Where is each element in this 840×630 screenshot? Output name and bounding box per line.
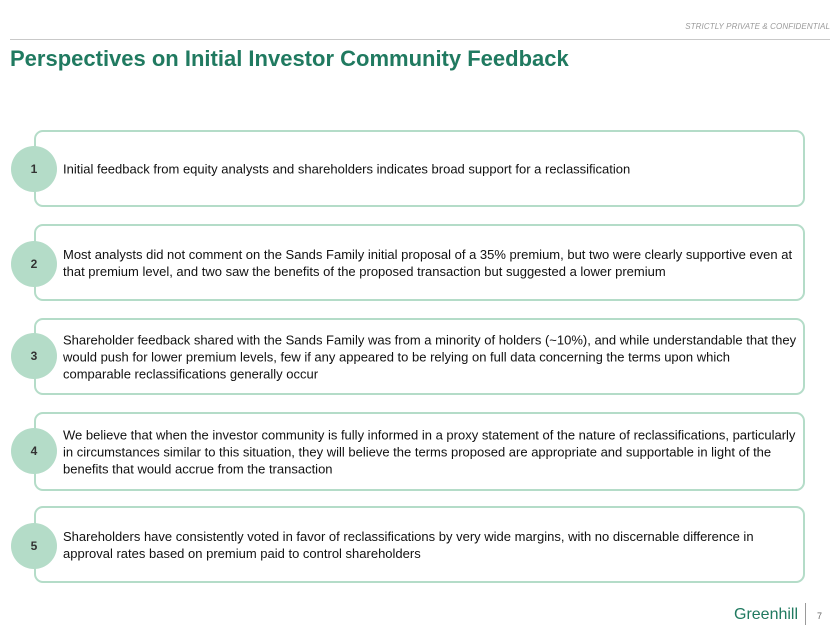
page-number: 7 <box>817 611 823 621</box>
feedback-item-2 <box>34 224 805 301</box>
number-badge-5: 5 <box>11 523 57 569</box>
header-divider <box>10 39 830 40</box>
feedback-text-4: We believe that when the investor community is fully informed in a proxy statement of the nature of reclassifications, particularly in circumstances similar to this situation, they will believe the terms proposed are appropriate and supportable in light of the benefits that would accrue from the transaction <box>63 427 796 476</box>
number-badge-4: 4 <box>11 428 57 474</box>
number-badge-2: 2 <box>11 241 57 287</box>
number-badge-3: 3 <box>11 333 57 379</box>
page-title: Perspectives on Initial Investor Community Feedback <box>10 46 569 71</box>
brand-logo: Greenhill <box>734 606 799 623</box>
feedback-text-5: Shareholders have consistently voted in favor of reclassifications by very wide margins, with no discernable difference in approval rates based on premium paid to control shareholders <box>63 528 754 561</box>
confidential-label: STRICTLY PRIVATE & CONFIDENTIAL <box>685 22 830 31</box>
feedback-text-1: Initial feedback from equity analysts and shareholders indicates broad support for a reclassification <box>63 161 631 176</box>
feedback-item-5 <box>34 506 805 583</box>
feedback-item-1 <box>34 130 805 207</box>
feedback-text-2: Most analysts did not comment on the Sands Family initial proposal of a 35% premium, but two were clearly supportive even at that premium level, and two saw the benefits of the proposed transaction but suggested a lower premium <box>63 246 793 279</box>
footer-divider <box>805 603 806 625</box>
feedback-text-3: Shareholder feedback shared with the Sands Family was from a minority of holders (~10%), and while understandable that they would push for lower premium levels, few if any appeared to be relying on full data concerning the terms upon which comparable reclassifications generally occur <box>63 332 797 381</box>
number-badge-1: 1 <box>11 146 57 192</box>
feedback-item-3 <box>34 318 805 395</box>
feedback-item-4 <box>34 412 805 491</box>
